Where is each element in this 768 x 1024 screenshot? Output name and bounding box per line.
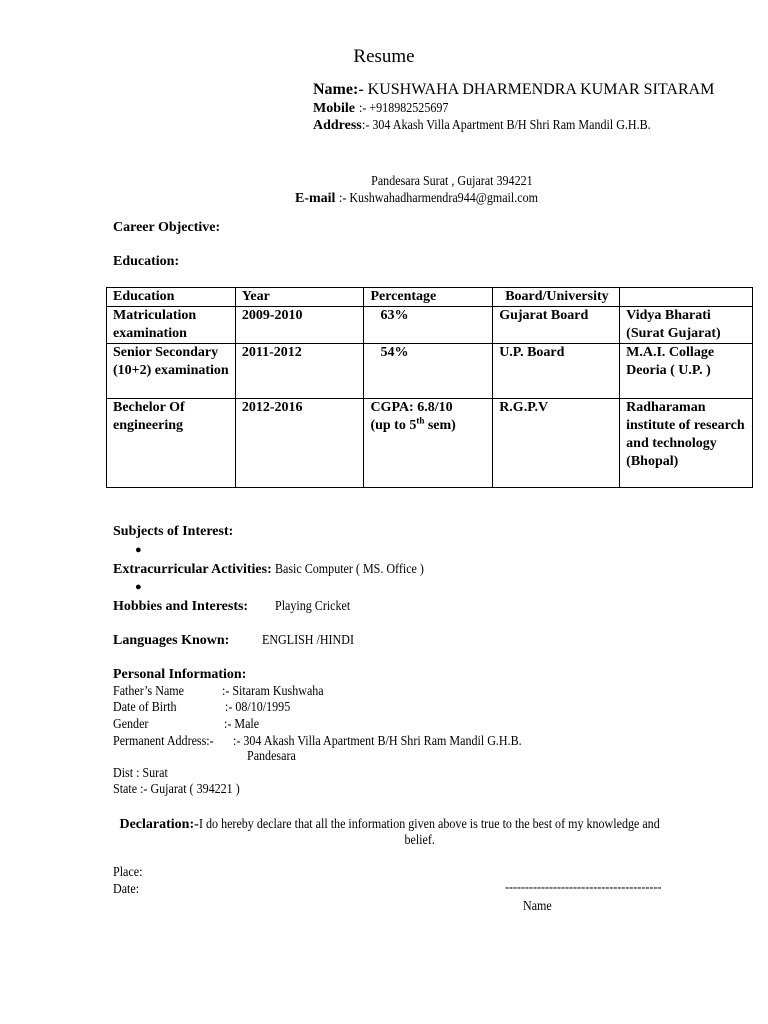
date-label: Date: [113, 882, 140, 897]
cell-institute: M.A.I. Collage Deoria ( U.P. ) [620, 344, 753, 399]
bullet-icon: ● [135, 544, 142, 556]
cell-board: R.G.P.V [493, 399, 620, 488]
declaration-line [0, 817, 768, 833]
permanent-address-label: Permanent Address:- [113, 734, 214, 749]
signature-name: Name [523, 899, 552, 914]
address-line-2: Pandesara Surat , Gujarat 394221 [371, 174, 533, 189]
email-line [295, 191, 570, 207]
cell-year: 2009-2010 [235, 307, 364, 344]
cell-board: U.P. Board [493, 344, 620, 399]
mobile-line [313, 101, 462, 117]
education-heading: Education: [113, 254, 180, 269]
cell-percentage: 63% [364, 307, 493, 344]
name-label: Name:- [313, 81, 364, 98]
declaration-line-2: belief. [404, 833, 436, 848]
languages-value: ENGLISH /HINDI [262, 633, 354, 648]
email-label: E-mail [295, 191, 336, 206]
state-line: State :- Gujarat ( 394221 ) [113, 782, 240, 797]
gender-value: :- Male [224, 717, 260, 732]
cell-education: Matriculation examination [107, 307, 236, 344]
name-value: KUSHWAHA DHARMENDRA KUMAR SITARAM [367, 81, 715, 98]
hobbies-line [113, 599, 248, 615]
cell-institute: Radharaman institute of research and technology (Bhopal) [620, 399, 753, 488]
hobbies-label: Hobbies and Interests: [113, 599, 249, 614]
applicant-name [313, 81, 714, 99]
header-board: Board/University [493, 288, 620, 307]
cell-percentage: 54% [364, 344, 493, 399]
bullet-icon: ● [135, 581, 142, 593]
extracurricular-line [113, 562, 448, 578]
mobile-value: :- +918982525697 [358, 101, 448, 116]
personal-info-heading: Personal Information: [113, 667, 247, 682]
gender-label: Gender [113, 717, 149, 732]
table-row [107, 399, 753, 488]
languages-line [113, 633, 229, 649]
header-year: Year [235, 288, 364, 307]
father-name-label: Father’s Name [113, 684, 185, 699]
table-row [107, 344, 753, 399]
hobbies-value: Playing Cricket [275, 599, 351, 614]
declaration-label: Declaration:- [119, 817, 199, 832]
father-name-value: :- Sitaram Kushwaha [222, 684, 324, 699]
permanent-address-line-2: Pandesara [247, 749, 296, 764]
education-table [106, 287, 753, 488]
cell-year: 2012-2016 [235, 399, 364, 488]
address-label: Address [313, 118, 362, 133]
address-value: :- 304 Akash Villa Apartment B/H Shri Ram Mandil G.H.B. [361, 118, 651, 133]
district-line: Dist : Surat [113, 766, 168, 781]
address-line [313, 118, 697, 134]
resume-title: Resume [353, 46, 415, 67]
dob-value: :- 08/10/1995 [225, 700, 291, 715]
cell-year: 2011-2012 [235, 344, 364, 399]
dob-label: Date of Birth [113, 700, 177, 715]
extracurricular-value: Basic Computer ( MS. Office ) [275, 562, 425, 577]
cell-institute: Vidya Bharati (Surat Gujarat) [620, 307, 753, 344]
languages-label: Languages Known: [113, 633, 230, 648]
signature-line: --------------------------------------- [505, 880, 662, 895]
declaration-text: I do hereby declare that all the information given above is true to the best of my knowledge and [198, 817, 660, 832]
mobile-label: Mobile [313, 101, 355, 116]
header-education: Education [107, 288, 236, 307]
header-blank [620, 288, 753, 307]
career-objective-heading: Career Objective: [113, 220, 221, 235]
cell-education: Bechelor Of engineering [107, 399, 236, 488]
table-header-row [107, 288, 753, 307]
extracurricular-label: Extracurricular Activities: [113, 562, 272, 577]
subjects-heading: Subjects of Interest: [113, 524, 234, 539]
table-row [107, 307, 753, 344]
cell-education: Senior Secondary (10+2) examination [107, 344, 236, 399]
email-value: :- Kushwahadharmendra944@gmail.com [338, 191, 538, 206]
header-percentage: Percentage [364, 288, 493, 307]
place-label: Place: [113, 865, 143, 880]
cell-percentage: CGPA: 6.8/10 (up to 5th sem) [364, 399, 493, 488]
permanent-address-value: :- 304 Akash Villa Apartment B/H Shri Ram Mandil G.H.B. [233, 734, 522, 749]
cell-board: Gujarat Board [493, 307, 620, 344]
